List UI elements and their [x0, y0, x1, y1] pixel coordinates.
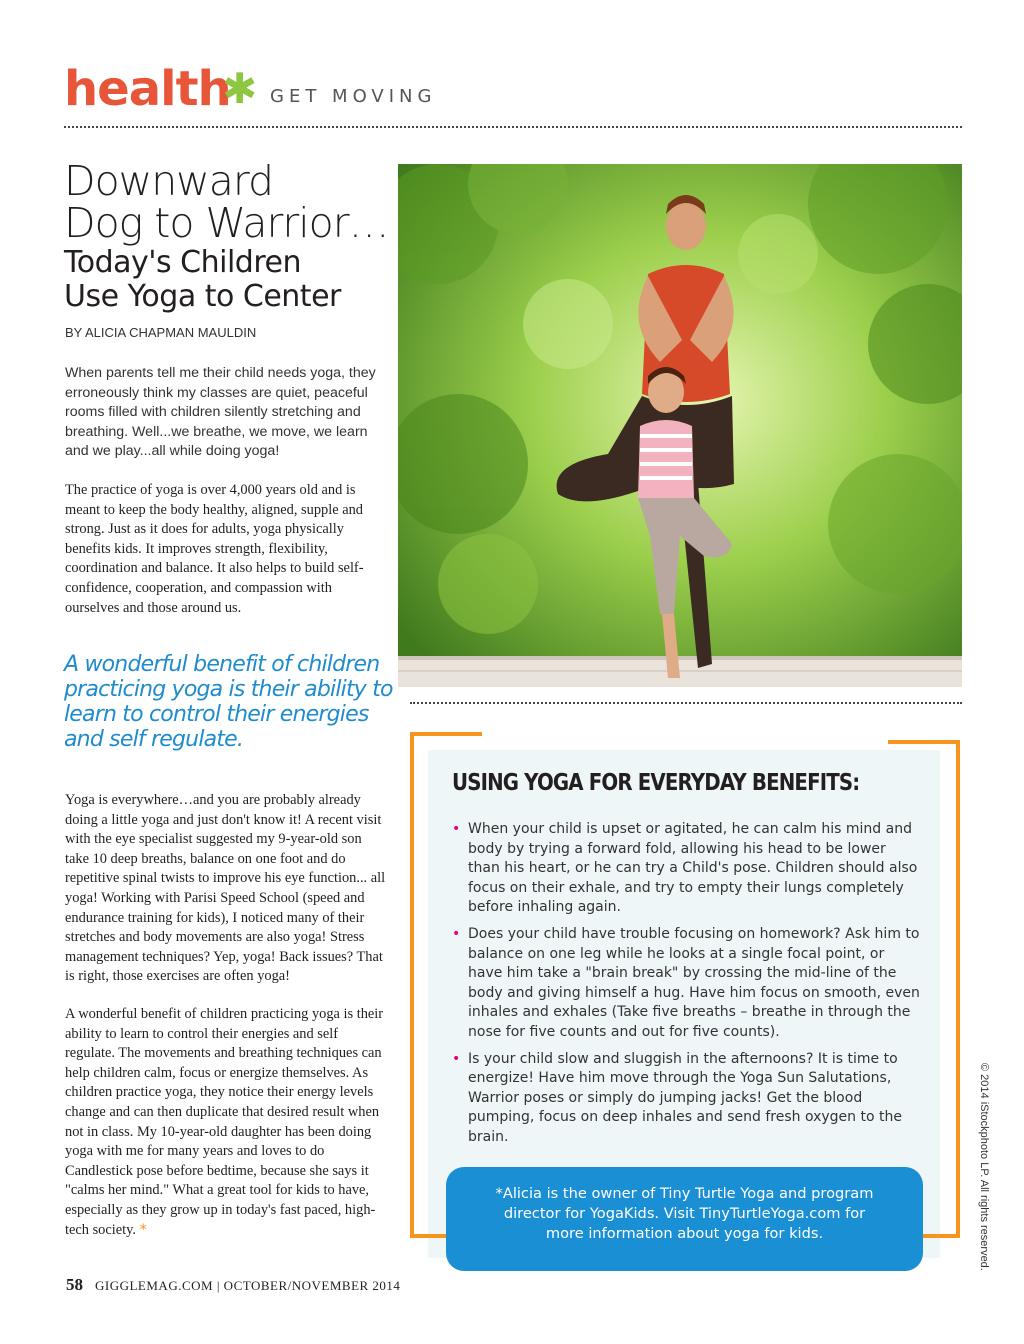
body-paragraph-1: The practice of yoga is over 4,000 years old and is meant to keep the body healthy, aligned, supple and strong. Just as it does for adults, yoga physically benefits kids. It improves strength, flexibility, coordination and balance. It also helps to build self-confidence, cooperation, and compassion with ourselves and those around us. [65, 482, 364, 616]
article-subtitle [64, 246, 398, 314]
body-paragraph-2: Yoga is everywhere…and you are probably already doing a little yoga and just don't know it! A recent visit with the eye specialist suggested my 9-year-old son take 10 deep breaths, balance on one foot and do repetitive spinal twists to improve his eye function... all yoga! Working with Parisi Speed School (speed and endurance training for kids), I noticed many of their stretches and body movements are also yoga! Stress management techniques? Yep, yoga! Back issues? That is right, those exercises are often yoga! [65, 792, 386, 985]
page-number: 58 [66, 1275, 83, 1294]
title-line-1: Downward [64, 157, 273, 205]
publication-info: GIGGLEMAG.COM | OCTOBER/NOVEMBER 2014 [95, 1278, 401, 1293]
subtitle-line-1: Today's Children [64, 245, 301, 280]
page-footer [66, 1275, 400, 1295]
bullet-icon: • [452, 925, 461, 942]
list-item [452, 820, 922, 918]
asterisk-icon: ✱ [222, 64, 258, 113]
list-item [452, 925, 922, 1043]
article-title [64, 157, 398, 247]
header-divider [64, 126, 962, 128]
sidebar-title: USING YOGA FOR EVERYDAY BENEFITS: [452, 770, 860, 796]
tip-text: Does your child have trouble focusing on homework? Ask him to balance on one leg while he looks at a single focal point, or have him take a "brain break" by crossing the mid-line of the body and giving himself a hug. Have him focus on smooth, even inhales and exhales (Take five breaths – breathe in through the nose for five counts and out for five counts). [468, 925, 920, 1040]
byline: BY ALICIA CHAPMAN MAULDIN [65, 325, 257, 340]
tips-list [452, 820, 922, 1155]
bullet-icon: • [452, 1050, 461, 1067]
author-bio: *Alicia is the owner of Tiny Turtle Yoga and program director for YogaKids. Visit TinyTurtleYoga.com for more information about yoga for kids. [446, 1167, 923, 1271]
tip-text: Is your child slow and sluggish in the afternoons? It is time to energize! Have him move through the Yoga Sun Salutations, Warrior poses or simply do jumping jacks! Get the blood pumping, focus on deep inhales and send fresh oxygen to the brain. [468, 1050, 902, 1145]
bullet-icon: • [452, 821, 461, 837]
subsection-name: GET MOVING [270, 86, 437, 107]
yoga-photo-illustration [398, 164, 962, 687]
yoga-photo [398, 164, 962, 687]
subtitle-line-2: Use Yoga to Center [64, 279, 341, 314]
tip-text: When your child is upset or agitated, he can calm his mind and body by trying a forward fold, allowing his head to be lower than his heart, or he can try a Child's pose. Children should also focus on their exhale, and try to empty their lungs completely before inhaling again. [468, 821, 918, 916]
title-line-2: Dog to Warrior… [64, 199, 389, 247]
section-name: health [64, 61, 231, 117]
pull-quote: A wonderful benefit of children practicing yoga is their ability to learn to control their energies and self regulate. [64, 652, 393, 752]
photo-divider [410, 702, 962, 704]
section-header [64, 61, 964, 117]
list-item [452, 1050, 922, 1148]
body-paragraph-3-text: A wonderful benefit of children practicing yoga is their ability to learn to control their energies and self regulate. The movements and breathing techniques can help children calm, focus or energize themselves. As children practice yoga, they notice their energy levels change and can then duplicate that desired result when not in class. My 10-year-old daughter has been doing yoga with me for many years and loves to do Candlestick pose before bedtime, because she says it "calms her mind." What a great tool for kids to have, especially as they grow up in today's fast paced, high-tech society. [65, 1006, 384, 1238]
body-paragraph-3 [65, 1005, 389, 1240]
intro-paragraph: When parents tell me their child needs yoga, they erroneously think my classes are quiet, peaceful rooms filled with children silently stretching and breathing. Well...we breathe, we move, we learn and we play...all while doing yoga! [65, 365, 376, 460]
photo-credit: © 2014 iStockphoto LP. All rights reserved. [978, 1063, 990, 1271]
end-mark-icon: * [139, 1221, 147, 1238]
